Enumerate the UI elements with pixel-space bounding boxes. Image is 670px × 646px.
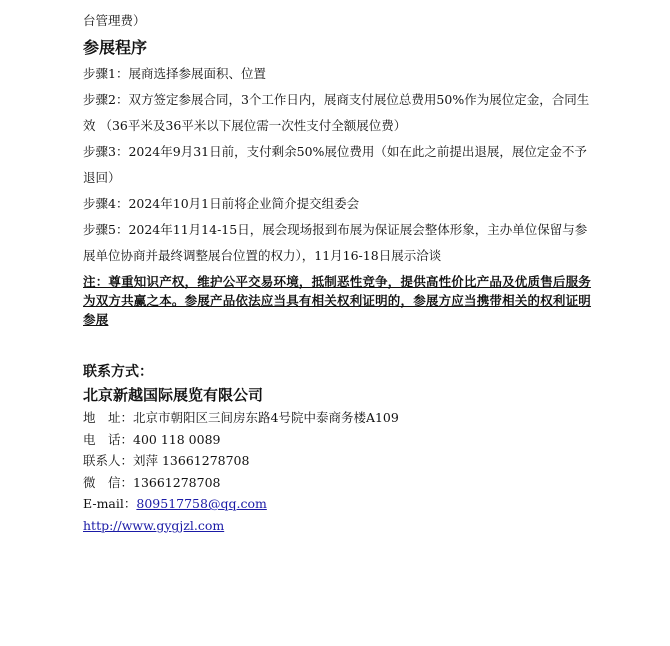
step-3: 步骤3：2024年9月31日前，支付剩余50%展位费用（如在此之前提出退展，展位定金不予退回） [83, 144, 587, 185]
email-link[interactable]: 809517758@qq.com [136, 496, 267, 511]
website-link[interactable]: http://www.gygjzl.com [83, 517, 225, 533]
step-1: 步骤1：展商选择参展面积、位置 [83, 66, 266, 81]
contact-address: 地 址：北京市朝阳区三间房东路4号院中泰商务楼A109 [83, 410, 399, 425]
intellectual-property-note: 注：尊重知识产权，维护公平交易环境，抵制恶性竞争，提供高性价比产品及优质售后服务为双方共赢之本。参展产品依法应当具有相关权利证明的，参展方应当携带相关的权利证明参展 [83, 274, 592, 327]
document-page [83, 8, 593, 536]
step-5: 步骤5：2024年11月14-15日，展会现场报到布展为保证展会整体形象，主办单位保留与参展单位协商并最终调整展台位置的权力），11月16-18日展示洽谈 [83, 222, 588, 263]
contact-heading: 联系方式： [83, 364, 153, 380]
company-name: 北京新越国际展览有限公司 [83, 386, 264, 404]
email-label: E-mail： [83, 496, 137, 511]
previous-text-fragment: 台管理费） [83, 13, 146, 28]
contact-email-row [83, 493, 593, 515]
contact-phone: 电 话：400 118 0089 [83, 431, 221, 447]
step-4: 步骤4：2024年10月1日前将企业简介提交组委会 [83, 196, 360, 211]
contact-wechat: 微 信：13661278708 [83, 474, 221, 490]
step-2: 步骤2：双方签定参展合同，3个工作日内，展商支付展位总费用50%作为展位定金，合同生效 （36平米及36平米以下展位需一次性支付全额展位费） [83, 92, 590, 133]
website-row [83, 515, 593, 537]
contact-person: 联系人：刘萍 13661278708 [83, 453, 250, 468]
section-title: 参展程序 [83, 38, 148, 57]
